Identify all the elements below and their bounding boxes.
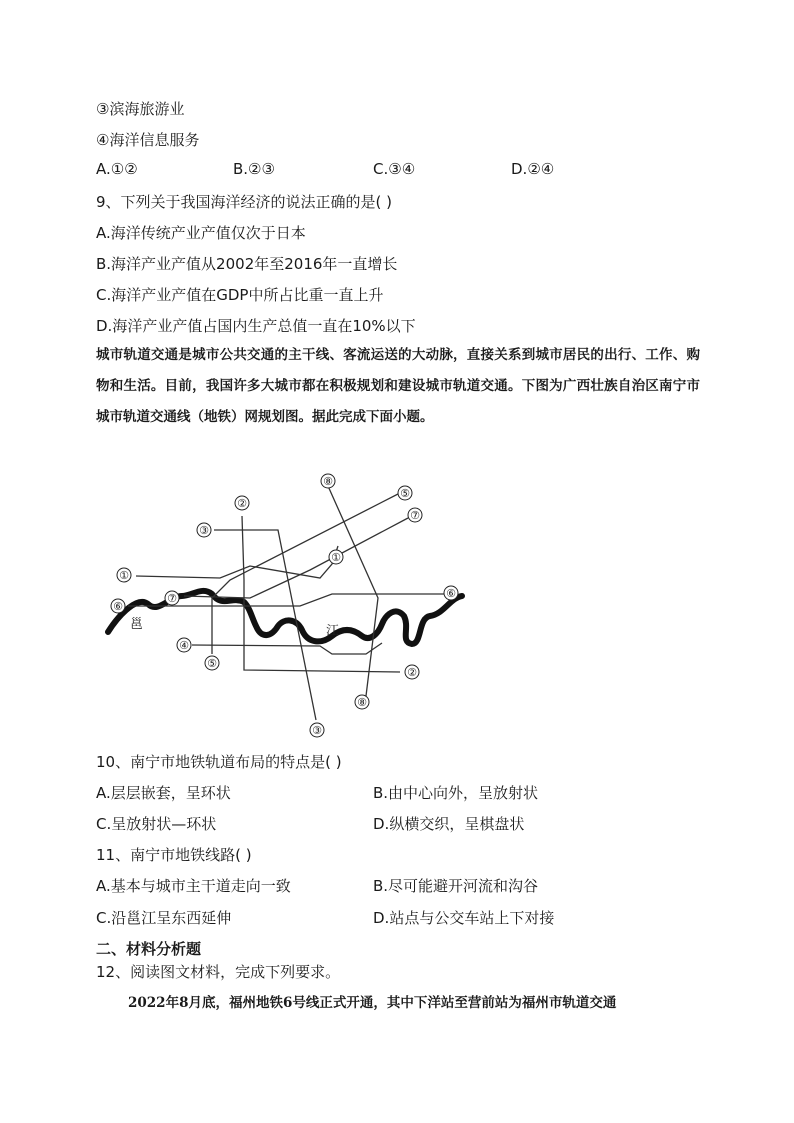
label-2a-text: ② xyxy=(237,497,247,510)
label-circle-1a xyxy=(117,568,131,582)
label-1b-text: ① xyxy=(331,551,341,564)
reading-passage: 城市轨道交通是城市公共交通的主干线、客流运送的大动脉，直接关系到城市居民的出行、工作、购物和生活。目前，我国许多大城市都在积极规划和建设城市轨道交通。下图为广西壮族自治区南宁市城市轨道交通线（地铁）网规划图。据此完成下面小题。 xyxy=(96,347,700,425)
q8-option-a: A.①② xyxy=(96,160,138,178)
q9-stem: 9、下列关于我国海洋经济的说法正确的是( ) xyxy=(96,193,393,211)
label-circle-1b xyxy=(329,550,343,564)
section-heading: 二、材料分析题 xyxy=(96,940,202,958)
label-circle-2a xyxy=(235,496,249,510)
line-1 xyxy=(136,546,338,578)
q8-option-d: D.②④ xyxy=(511,160,555,178)
q11-option-b: B.尽可能避开河流和沟谷 xyxy=(373,877,539,895)
q10-option-d: D.纵横交织，呈棋盘状 xyxy=(373,815,525,833)
q8-option-c: C.③④ xyxy=(373,160,416,178)
label-3b-text: ③ xyxy=(312,724,322,737)
label-circle-4 xyxy=(177,638,191,652)
label-circle-6a xyxy=(111,599,125,613)
river-label-jiang: 江 xyxy=(326,624,340,639)
q8-option-b: B.②③ xyxy=(233,160,275,178)
label-circle-7b xyxy=(408,508,422,522)
q10-option-c: C.呈放射状—环状 xyxy=(96,815,217,833)
label-circle-5a xyxy=(205,656,219,670)
q9-option-c: C.海洋产业产值在GDP中所占比重一直上升 xyxy=(96,286,384,304)
label-circle-7a xyxy=(165,591,179,605)
line-4 xyxy=(192,643,382,654)
q9-option-b: B.海洋产业产值从2002年至2016年一直增长 xyxy=(96,255,398,273)
label-6a-text: ⑥ xyxy=(113,600,123,613)
label-2b-text: ② xyxy=(407,666,417,679)
label-circle-8b xyxy=(355,695,369,709)
q11-option-d: D.站点与公交车站上下对接 xyxy=(373,909,555,927)
label-1a-text: ① xyxy=(119,569,129,582)
label-3a-text: ③ xyxy=(199,524,209,537)
label-circle-3a xyxy=(197,523,211,537)
label-5b-text: ⑤ xyxy=(400,487,410,500)
q12-material: 2022年8月底，福州地铁6号线正式开通，其中下洋站至营前站为福州市轨道交通 xyxy=(128,995,617,1011)
q10-option-a: A.层层嵌套，呈环状 xyxy=(96,784,231,802)
label-circle-8a xyxy=(321,474,335,488)
label-8a-text: ⑧ xyxy=(323,475,333,488)
q12-stem: 12、阅读图文材料，完成下列要求。 xyxy=(96,963,341,981)
label-circle-6b xyxy=(444,586,458,600)
label-circle-2b xyxy=(405,665,419,679)
label-7b-text: ⑦ xyxy=(410,509,420,522)
yongjiang-river xyxy=(108,591,462,644)
q8-item-4: ④海洋信息服务 xyxy=(96,131,200,149)
label-8b-text: ⑧ xyxy=(357,696,367,709)
river-label-yong: 邕 xyxy=(130,617,144,632)
q11-option-c: C.沿邕江呈东西延伸 xyxy=(96,909,232,927)
q9-option-d: D.海洋产业产值占国内生产总值一直在10%以下 xyxy=(96,317,416,335)
q11-option-a: A.基本与城市主干道走向一致 xyxy=(96,877,291,895)
q10-stem: 10、南宁市地铁轨道布局的特点是( ) xyxy=(96,753,342,771)
label-circle-5b xyxy=(398,486,412,500)
nanning-metro-map xyxy=(100,468,470,738)
label-6b-text: ⑥ xyxy=(446,587,456,600)
q11-stem: 11、南宁市地铁线路( ) xyxy=(96,846,252,864)
q10-option-b: B.由中心向外，呈放射状 xyxy=(373,784,539,802)
label-4-text: ④ xyxy=(179,639,189,652)
label-7a-text: ⑦ xyxy=(167,592,177,605)
q9-option-a: A.海洋传统产业产值仅次于日本 xyxy=(96,224,306,242)
q8-item-3: ③滨海旅游业 xyxy=(96,100,185,118)
label-circle-3b xyxy=(310,723,324,737)
label-5a-text: ⑤ xyxy=(207,657,217,670)
